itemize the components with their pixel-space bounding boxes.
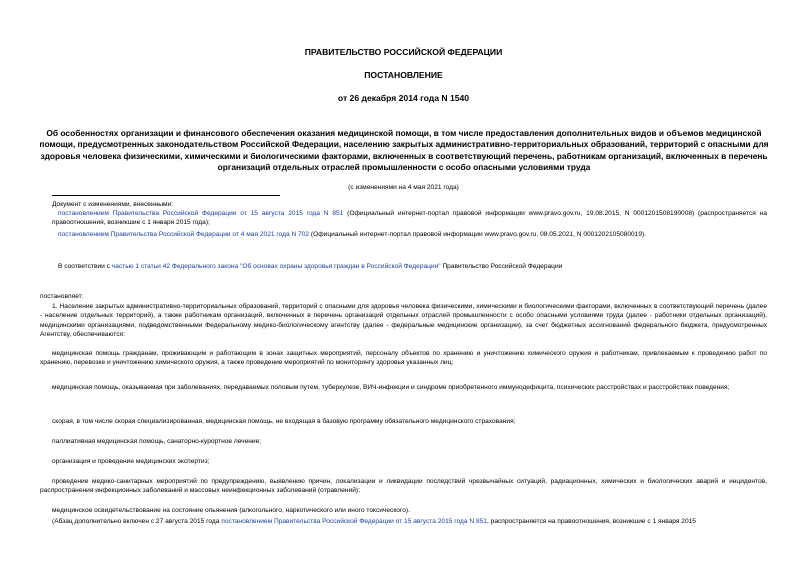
amendments-intro: Документ с изменениями, внесенными:	[52, 201, 174, 208]
amendment-item	[58, 230, 767, 239]
document-date-number: от 26 декабря 2014 года N 1540	[337, 93, 470, 103]
amendment-note	[52, 517, 767, 526]
note-link-851[interactable]: постановлением Правительства Российской Федерации от 15 августа 2015 года N 851	[221, 518, 487, 525]
paragraph-palliative: паллиативная медицинская помощь, санаторно-курортное лечение;	[52, 438, 262, 445]
preamble-text: Правительство Российской Федерации	[440, 263, 563, 270]
amendment-details: (Официальный интернет-портал правовой информации www.pravo.gov.ru, 19.08.2015, N 0001201508190008) (распространяется на правоотношения, возникшие с 1 января 2015 года);	[52, 210, 767, 227]
government-heading: ПРАВИТЕЛЬСТВО РОССИЙСКОЙ ФЕДЕРАЦИИ	[304, 47, 503, 57]
paragraph-sanitary: проведение медико-санитарных мероприятий по предупреждению, выявлению причин, локализации и ликвидации последствий чрезвычайных ситуаций, радиационных, химических и биологических аварий и инцидентов, распространения инфекционных заболеваний и массовых неинфекционных заболеваний (отравлений);	[40, 478, 767, 495]
amendment-item	[52, 209, 767, 228]
amendment-link-851[interactable]: постановлением Правительства Российской Федерации от 15 августа 2015 года N 851	[58, 210, 344, 217]
law-link[interactable]: частью 1 статьи 42 Федерального закона "Об основах охраны здоровья граждан в Российской Федерации"	[111, 263, 441, 270]
amendment-link-702[interactable]: постановлением Правительства Российской Федерации от 4 мая 2021 года N 702	[58, 231, 310, 238]
amendment-details: (Официальный интернет-портал правовой информации www.pravo.gov.ru, 08.05.2021, N 0001202105080019).	[309, 231, 647, 238]
postanovlyaet-label: постановляет:	[40, 293, 84, 300]
revision-note: (с изменениями на 4 мая 2021 года)	[348, 184, 459, 191]
note-text: , распространяется на правоотношения, возникшие с 1 января 2015	[486, 518, 696, 525]
document-title: Об особенностях организации и финансового обеспечения оказания медицинской помощи, в том числе предоставления дополнительных видов и объемов медицинской помощи, предусмотренных законодательством Российской Федерации, населению закрытых административно-территориальных образований, территорий с опасными для здоровья человека физическими, химическими и биологическими факторами, включенных в соответствующий перечень, работникам организаций, включенных в перечень организаций отдельных отраслей промышленности с особо опасными условиями труда	[39, 128, 769, 173]
paragraph-1: 1. Население закрытых административно-территориальных образований, территорий с опасными для здоровья человека физическими, химическими и биологическими факторами, включенных в соответствующий перечень (далее - население отдельных территорий), а также работникам организаций, включенных в перечень организаций отдельных отраслей промышленности с особо опасными условиями труда (далее - работники отдельных организаций), медицинскими организациями, подведомственными Федеральному медико-биологическому агентству (далее - федеральные медицинские организации), за счет бюджетных ассигнований федерального бюджета, предусмотренных Агентству, обеспечиваются:	[40, 303, 767, 339]
amendments-separator	[52, 195, 280, 196]
preamble-text: В соответствии с	[58, 263, 112, 270]
paragraph-intoxication: медицинское освидетельствование на состояние опьянения (алкогольного, наркотического или иного токсического).	[52, 507, 410, 514]
paragraph-expertise: организация и проведение медицинских экспертиз;	[52, 458, 210, 465]
paragraph-diseases: медицинская помощь, оказываемая при заболеваниях, передаваемых половым путем, туберкулезе, ВИЧ-инфекции и синдроме приобретенного иммунодефицита, психических расстройствах и расстройствах поведения;	[52, 384, 730, 391]
preamble	[52, 262, 767, 271]
note-text: (Абзац дополнительно включен с 27 августа 2015 года	[52, 518, 222, 525]
document-type-heading: ПОСТАНОВЛЕНИЕ	[364, 70, 443, 80]
paragraph-emergency: скорая, в том числе скорая специализированная, медицинская помощь, не входящая в базовую программу обязательного медицинского страхования;	[52, 418, 516, 425]
paragraph-chemical-weapons: медицинская помощь гражданам, проживающим и работающим в зонах защитных мероприятий, персоналу объектов по хранению и уничтожению химического оружия и работникам, привлекаемым к проведению работ по хранению, перевозке и уничтожению химического оружия, а также проведение мероприятий по мониторингу здоровья указанных лиц;	[40, 350, 767, 367]
